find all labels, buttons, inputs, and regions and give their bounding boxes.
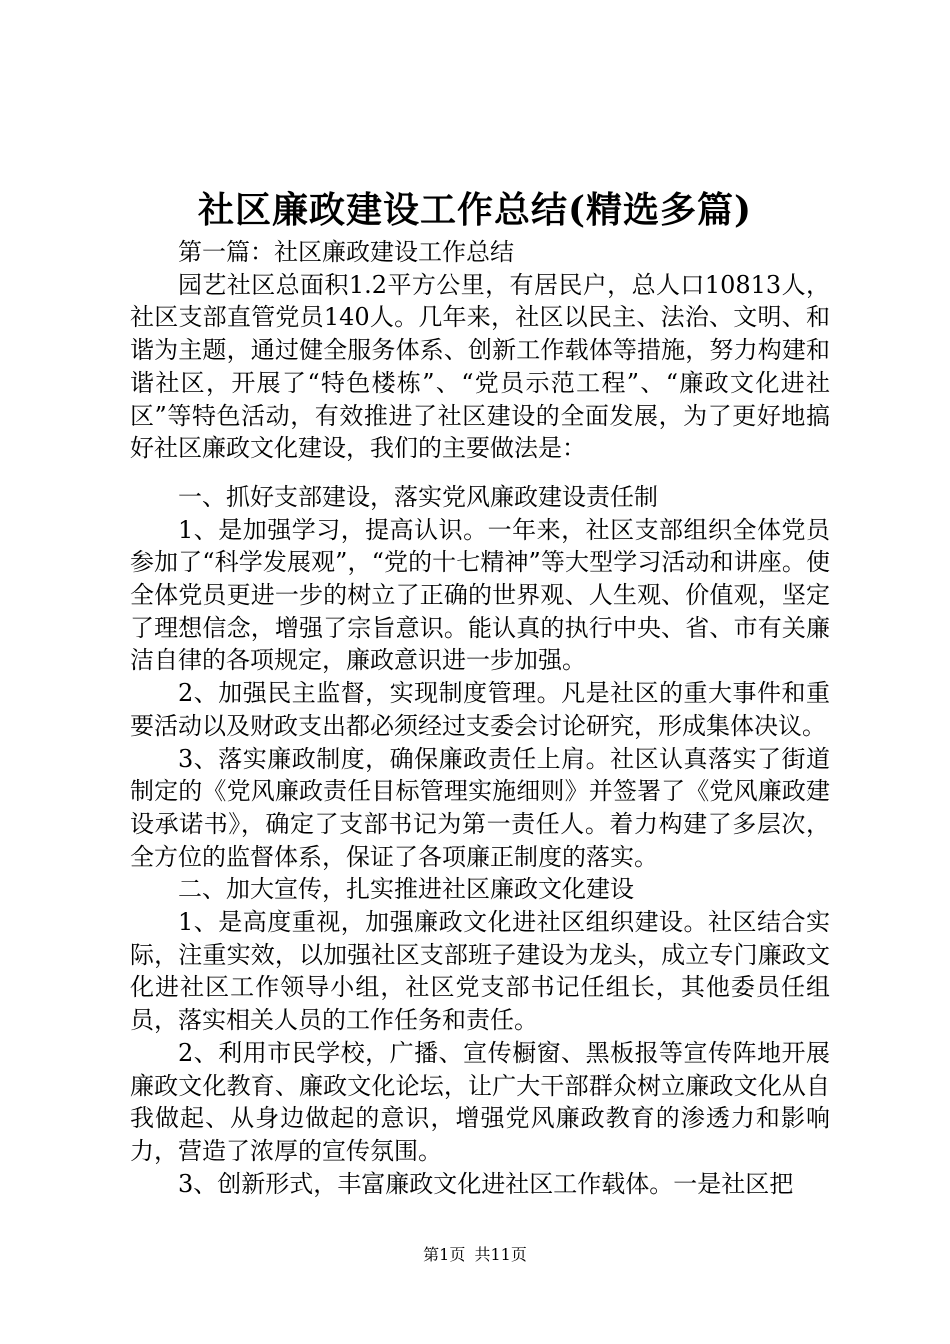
- document-title: 社区廉政建设工作总结(精选多篇): [197, 189, 753, 231]
- paragraph: 2、加强民主监督，实现制度管理。凡是社区的重大事件和重要活动以及财政支出都必须经过支委会讨论研究，形成集体决议。: [130, 679, 830, 740]
- section-heading: 一、抓好支部建设，落实党风廉政建设责任制: [178, 482, 658, 511]
- section-heading: 二、加大宣传，扎实推进社区廉政文化建设: [178, 875, 634, 904]
- page-footer: [0, 1244, 950, 1266]
- page-total: 共11页: [474, 1245, 527, 1264]
- page-number: 第1页: [423, 1245, 466, 1264]
- paragraph: 园艺社区总面积1.2平方公里，有居民户，总人口10813人，社区支部直管党员140人。几年来，社区以民主、法治、文明、和谐为主题，通过健全服务体系、创新工作载体等措施，努力构建和谐社区，开展了“特色楼栋”、“党员示范工程”、“廉政文化进社区”等特色活动，有效推进了社区建设的全面发展，为了更好地搞好社区廉政文化建设，我们的主要做法是：: [130, 270, 830, 463]
- paragraph: 2、利用市民学校，广播、宣传橱窗、黑板报等宣传阵地开展廉政文化教育、廉政文化论坛，让广大干部群众树立廉政文化从自我做起、从身边做起的意识，增强党风廉政教育的渗透力和影响力，营造了浓厚的宣传氛围。: [130, 1038, 830, 1165]
- paragraph: 3、落实廉政制度，确保廉政责任上肩。社区认真落实了街道制定的《党风廉政责任目标管理实施细则》并签署了《党风廉政建设承诺书》，确定了支部书记为第一责任人。着力构建了多层次，全方位的监督体系，保证了各项廉正制度的落实。: [130, 744, 830, 871]
- paragraph: 1、是高度重视，加强廉政文化进社区组织建设。社区结合实际，注重实效，以加强社区支部班子建设为龙头，成立专门廉政文化进社区工作领导小组，社区党支部书记任组长，其他委员任组员，落实相关人员的工作任务和责任。: [130, 908, 830, 1035]
- paragraph: 1、是加强学习，提高认识。一年来，社区支部组织全体党员参加了“科学发展观”，“党的十七精神”等大型学习活动和讲座。使全体党员更进一步的树立了正确的世界观、人生观、价值观，坚定了理想信念，增强了宗旨意识。能认真的执行中央、省、市有关廉洁自律的各项规定，廉政意识进一步加强。: [130, 515, 830, 675]
- section-heading: 第一篇：社区廉政建设工作总结: [178, 238, 514, 266]
- paragraph: 3、创新形式，丰富廉政文化进社区工作载体。一是社区把: [178, 1169, 794, 1198]
- document-body: [130, 236, 830, 1200]
